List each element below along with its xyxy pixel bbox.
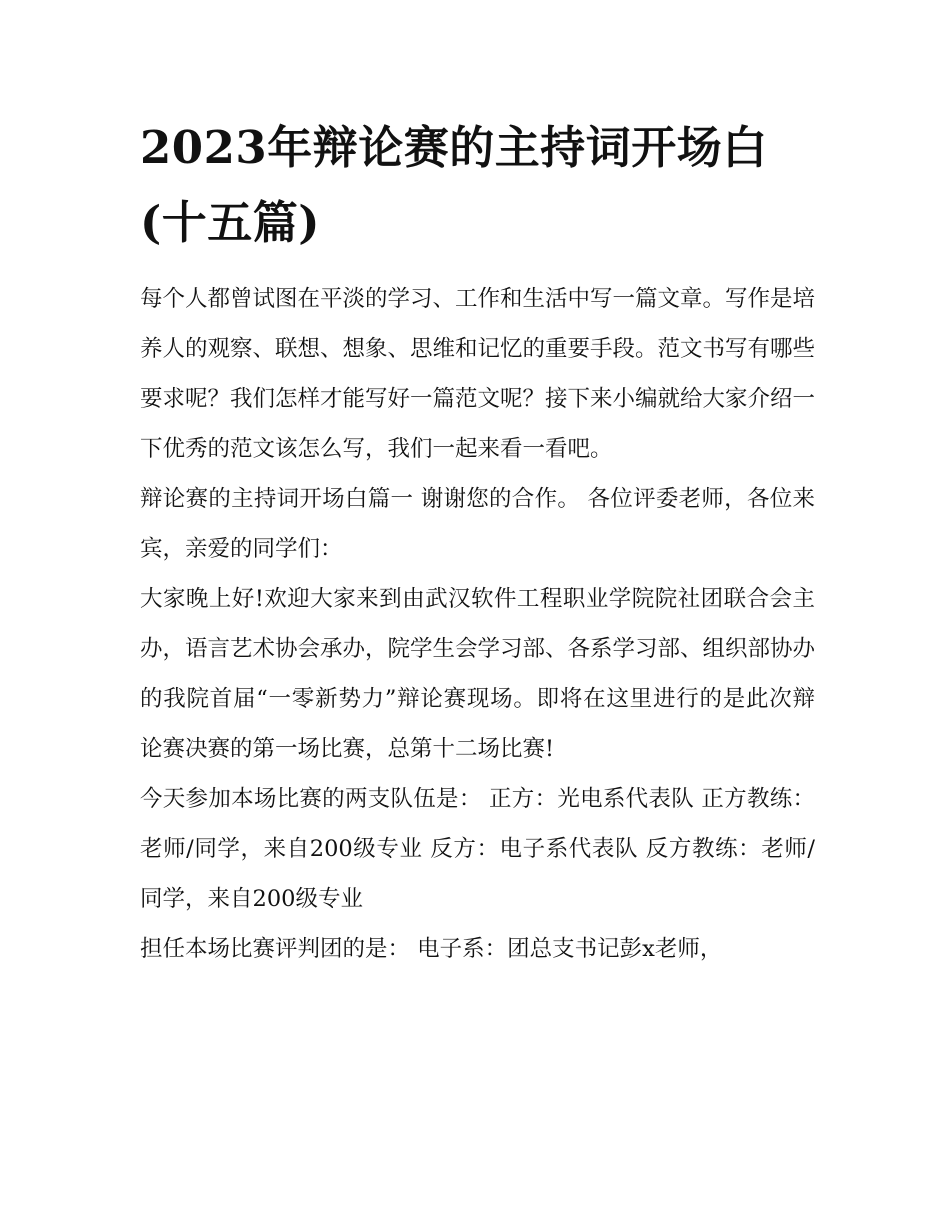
paragraph-welcome: 大家晚上好!欢迎大家来到由武汉软件工程职业学院院社团联合会主办，语言艺术协会承办，院学生会学习部、各系学习部、组织部协办的我院首届“一零新势力”辩论赛现场。即将在这里进行的是此次辩论赛决赛的第一场比赛，总第十二场比赛! [140,586,816,762]
paragraph-list [140,274,815,974]
document-body [140,110,815,974]
paragraph-greeting: 辩论赛的主持词开场白篇一 谢谢您的合作。 各位评委老师，各位来宾，亲爱的同学们： [140,486,815,562]
paragraph-judges: 担任本场比赛评判团的是： 电子系：团总支书记彭x老师， [140,936,723,962]
paragraph-intro: 每个人都曾试图在平淡的学习、工作和生活中写一篇文章。写作是培养人的观察、联想、想象、思维和记忆的重要手段。范文书写有哪些要求呢？我们怎样才能写好一篇范文呢？接下来小编就给大家介绍一下优秀的范文该怎么写，我们一起来看一看吧。 [140,286,816,462]
paragraph-teams: 今天参加本场比赛的两支队伍是： 正方：光电系代表队 正方教练：老师/同学，来自200级专业 反方：电子系代表队 反方教练：老师/同学，来自200级专业 [140,786,815,912]
document-title: 2023年辩论赛的主持词开场白(十五篇) [140,121,768,249]
